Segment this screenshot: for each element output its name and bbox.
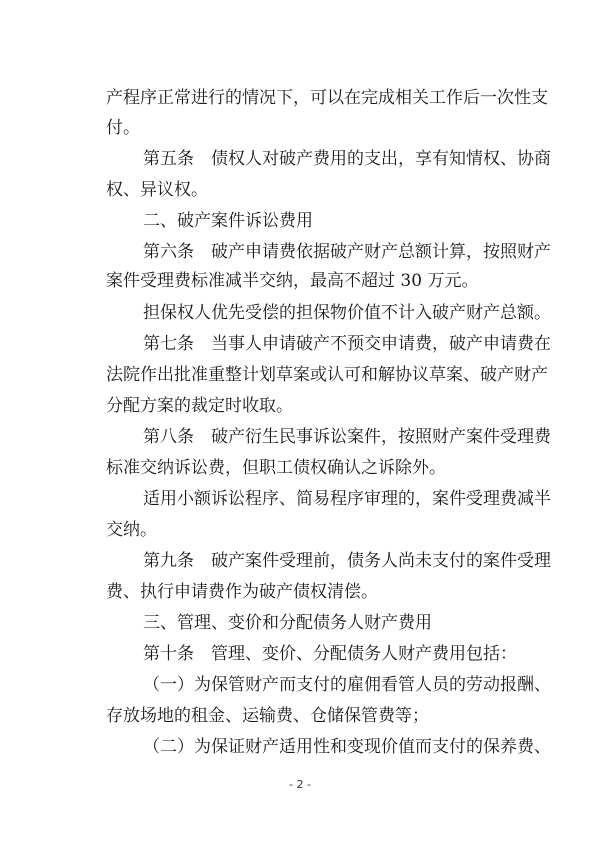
text-line bbox=[0, 176, 600, 204]
text-line-content: 权、异议权。 bbox=[106, 180, 208, 200]
text-line bbox=[0, 330, 600, 358]
text-line-content: 付。 bbox=[106, 118, 140, 138]
text-line-content: 存放场地的租金、运输费、仓储保管费等； bbox=[106, 706, 429, 726]
text-line bbox=[0, 578, 600, 606]
text-line-content: 第五条 债权人对破产费用的支出，享有知情权、协商 bbox=[143, 149, 551, 169]
text-line bbox=[0, 392, 600, 420]
text-line bbox=[0, 671, 600, 699]
text-line-content: （二）为保证财产适用性和变现价值而支付的保养费、 bbox=[143, 737, 551, 757]
text-line bbox=[0, 114, 600, 142]
text-line bbox=[0, 145, 600, 173]
text-line bbox=[0, 267, 600, 295]
text-line bbox=[0, 547, 600, 575]
text-line bbox=[0, 84, 600, 112]
text-line-content: （一）为保管财产而支付的雇佣看管人员的劳动报酬、 bbox=[143, 675, 551, 695]
text-line bbox=[0, 640, 600, 668]
text-line-content: 标准交纳诉讼费，但职工债权确认之诉除外。 bbox=[106, 458, 446, 478]
text-line-content: 第七条 当事人申请破产不预交申请费，破产申请费在 bbox=[143, 334, 551, 354]
text-line-content: 产程序正常进行的情况下，可以在完成相关工作后一次性支 bbox=[106, 88, 548, 108]
text-line bbox=[0, 702, 600, 730]
text-line bbox=[0, 516, 600, 544]
text-line-content: 适用小额诉讼程序、简易程序审理的，案件受理费减半 bbox=[143, 489, 551, 509]
text-line-content: 费、执行申请费作为破产债权清偿。 bbox=[106, 582, 378, 602]
text-line bbox=[0, 238, 600, 266]
text-line-content: 三、管理、变价和分配债务人财产费用 bbox=[143, 613, 432, 633]
text-line-content: 交纳。 bbox=[106, 520, 157, 540]
text-line bbox=[0, 485, 600, 513]
text-line-content: 第十条 管理、变价、分配债务人财产费用包括： bbox=[143, 644, 517, 664]
text-line-content: 担保权人优先受偿的担保物价值不计入破产财产总额。 bbox=[143, 303, 551, 323]
text-line-content: 第六条 破产申请费依据破产财产总额计算，按照财产 bbox=[143, 242, 551, 262]
text-line bbox=[0, 733, 600, 761]
text-line bbox=[0, 423, 600, 451]
text-line-content: 第八条 破产衍生民事诉讼案件，按照财产案件受理费 bbox=[143, 427, 551, 447]
text-line-content: 二、破产案件诉讼费用 bbox=[143, 211, 313, 231]
text-line bbox=[0, 454, 600, 482]
text-line-content: 第九条 破产案件受理前，债务人尚未支付的案件受理 bbox=[143, 551, 551, 571]
section-heading bbox=[0, 609, 600, 637]
page-number: - 2 - bbox=[289, 778, 311, 791]
text-line bbox=[0, 361, 600, 389]
section-heading bbox=[0, 207, 600, 235]
text-line bbox=[0, 299, 600, 327]
text-line-content: 案件受理费标准减半交纳，最高不超过 30 万元。 bbox=[106, 271, 479, 291]
text-line-content: 法院作出批准重整计划草案或认可和解协议草案、破产财产 bbox=[106, 365, 548, 385]
text-line-content: 分配方案的裁定时收取。 bbox=[106, 396, 293, 416]
